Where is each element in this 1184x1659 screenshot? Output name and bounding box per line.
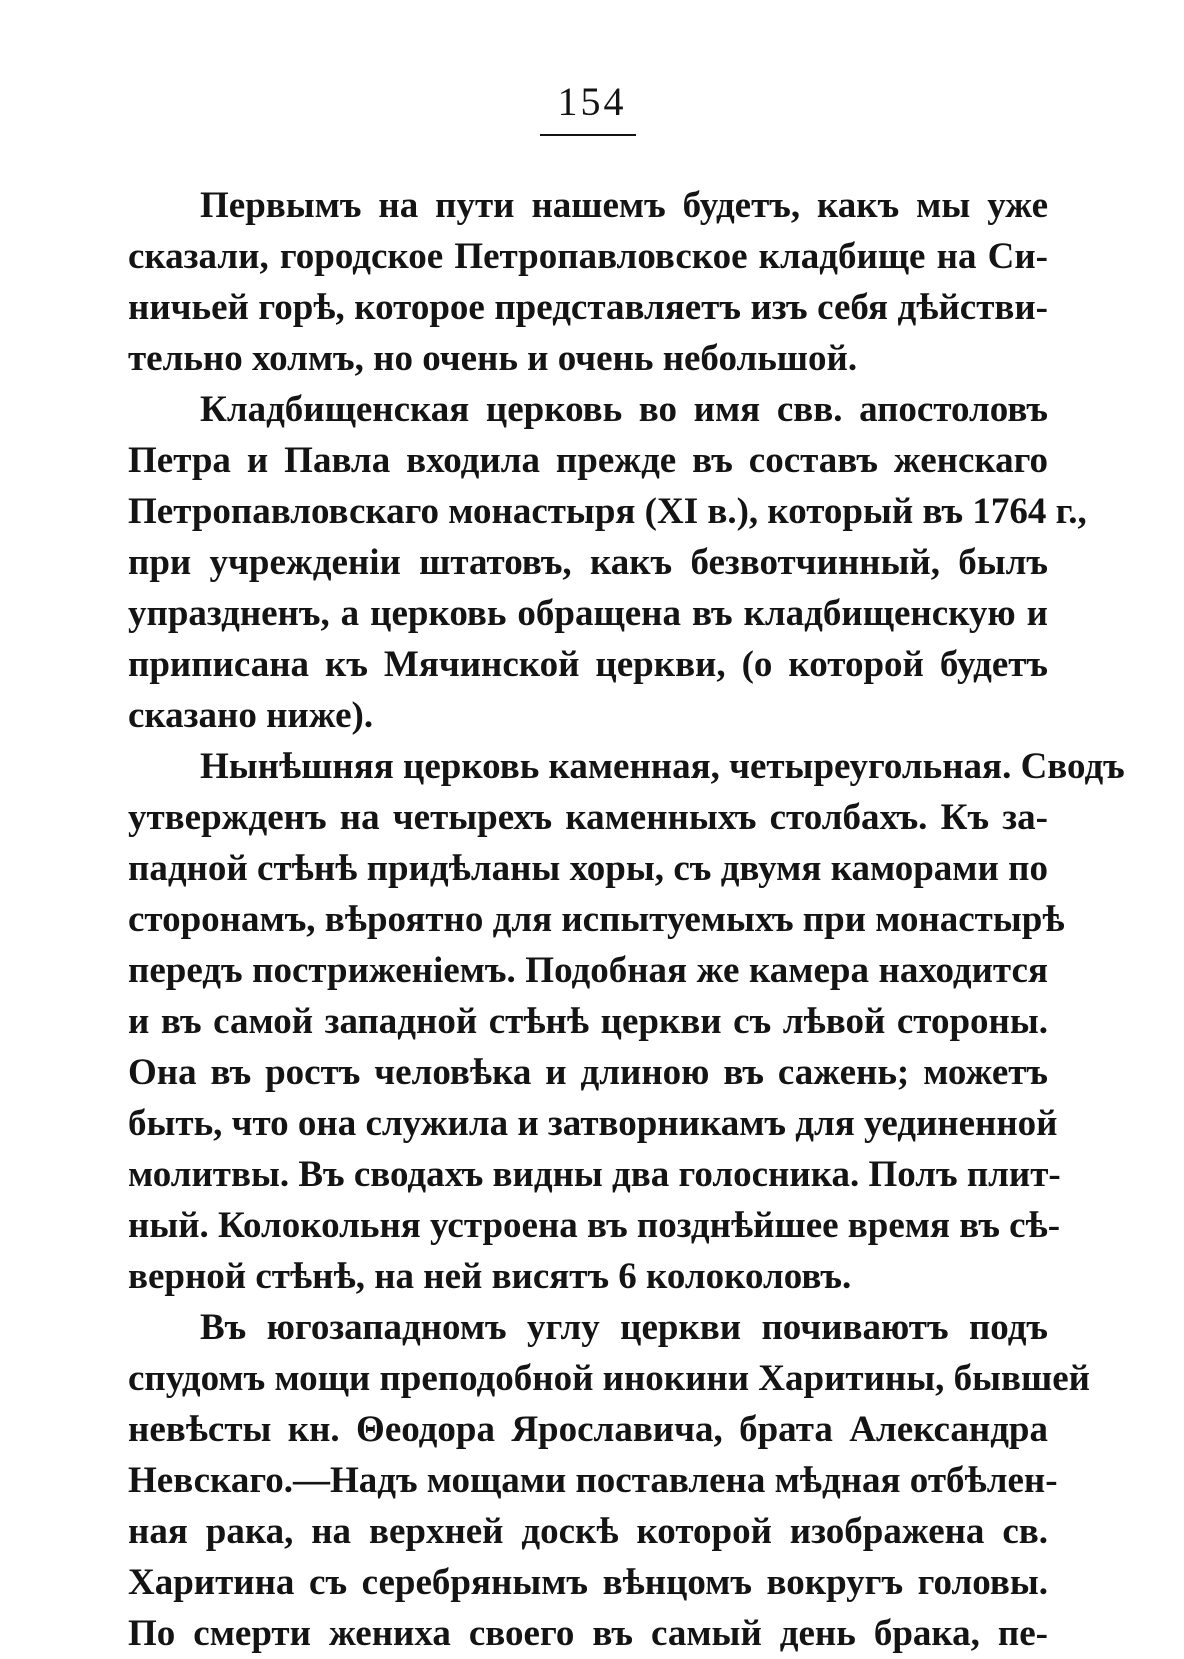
text-line: упразднeнъ, а церковь обращена въ кладбищенскую и: [128, 593, 1048, 634]
text-line: Петра и Павла входила прежде въ составъ женскаго: [128, 440, 1048, 481]
text-line: Первымъ на пути нашемъ будетъ, какъ мы уже: [200, 185, 1048, 226]
text-line: По смерти жениха своего въ самый день брака, пе-: [128, 1613, 1048, 1654]
text-line: Кладбищенская церковь во имя свв. апостоловъ: [200, 389, 1048, 430]
text-line: утвержденъ на четырехъ каменныхъ столбахъ. Къ за-: [128, 797, 1048, 838]
text-line: приписана къ Мячинской церкви, (о которой будетъ: [128, 644, 1048, 685]
text-line: ничьей горѣ, которое представляетъ изъ себя дѣйстви-: [128, 287, 1048, 328]
text-line: при учрежденіи штатовъ, какъ безвотчинный, былъ: [128, 542, 1048, 583]
text-line: и въ самой западной стѣнѣ церкви съ лѣвой стороны.: [128, 1001, 1048, 1042]
paragraph-3: [128, 741, 1125, 1302]
paragraph-1: [128, 180, 1048, 384]
text-line: ная рака, на верхней доскѣ которой изображена св.: [128, 1511, 1048, 1552]
text-line: ный. Колокольня устроена въ позднѣйшее время въ сѣ-: [128, 1205, 1061, 1246]
text-line: падной стѣнѣ придѣланы хоры, съ двумя каморами по: [128, 848, 1048, 889]
text-line: Петропавловскаго монастыря (XI в.), который въ 1764 г.,: [128, 491, 1087, 532]
text-line: тельно холмъ, но очень и очень небольшой.: [128, 338, 858, 379]
text-line: Невскаго.—Надъ мощами поставлена мѣдная отбѣлен-: [128, 1460, 1058, 1501]
paragraph-2: [128, 384, 1087, 741]
text-line: сказано ниже).: [128, 695, 374, 736]
text-line: невѣсты кн. Θеодора Ярославича, брата Александра: [128, 1409, 1048, 1450]
text-line: передъ постриженіемъ. Подобная же камера находится: [128, 950, 1048, 991]
text-line: быть, что она служила и затворникамъ для уединенной: [128, 1103, 1058, 1144]
text-line: сказали, городское Петропавловское кладбище на Си-: [128, 236, 1048, 277]
text-line: Въ югозападномъ углу церкви почиваютъ подъ: [200, 1307, 1048, 1348]
text-line: Харитина съ серебрянымъ вѣнцомъ вокругъ головы.: [128, 1562, 1048, 1603]
page-number-rule: [540, 134, 636, 136]
text-line: Она въ ростъ человѣка и длиною въ сажень; можетъ: [128, 1052, 1048, 1093]
text-line: верной стѣнѣ, на ней висятъ 6 колоколовъ.: [128, 1256, 852, 1297]
text-line: Нынѣшняя церковь каменная, четыреугольная. Сводъ: [200, 746, 1125, 787]
text-line: спудомъ мощи преподобной инокини Харитины, бывшей: [128, 1358, 1090, 1399]
body-text: [128, 180, 1125, 1659]
text-line: молитвы. Въ сводахъ видны два голосника. Полъ плит-: [128, 1154, 1061, 1195]
page-number: 154: [557, 79, 627, 124]
text-line: сторонамъ, вѣроятно для испытуемыхъ при монастырѣ: [128, 899, 1065, 940]
paragraph-4: [128, 1302, 1090, 1659]
